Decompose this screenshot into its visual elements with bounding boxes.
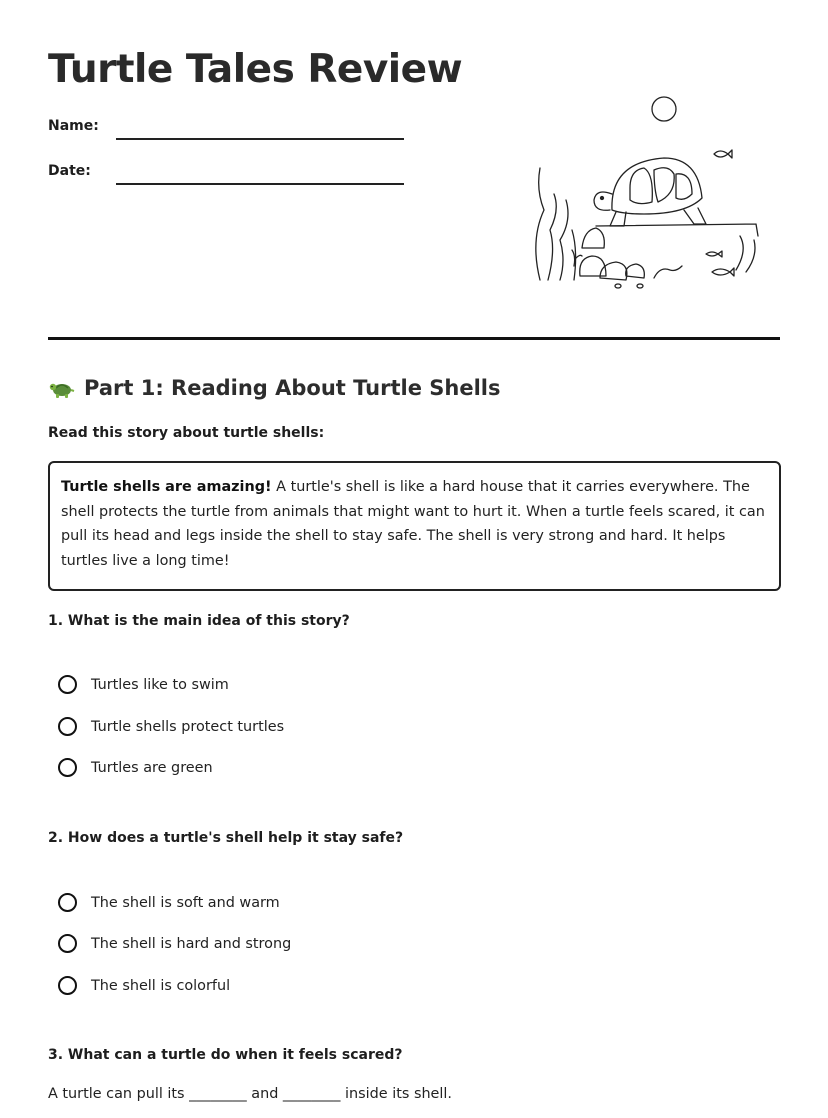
- option-label: The shell is hard and strong: [91, 935, 292, 952]
- part1-heading: [48, 374, 500, 402]
- turtle-legs-shape: [610, 208, 706, 226]
- q2-option-3[interactable]: [58, 976, 230, 995]
- fill-in-sentence[interactable]: A turtle can pull its ________ and ________ inside its shell.: [48, 1086, 452, 1102]
- option-label: The shell is soft and warm: [91, 894, 280, 911]
- radio-button[interactable]: [58, 758, 77, 777]
- fish-shape: [714, 150, 732, 158]
- fish-shape: [712, 268, 734, 276]
- name-label: Name:: [48, 118, 99, 134]
- turtle-eye-shape: [601, 197, 604, 200]
- date-label: Date:: [48, 163, 91, 179]
- seaweed-right-shape: [736, 236, 755, 272]
- option-label: Turtles like to swim: [91, 676, 229, 693]
- radio-button[interactable]: [58, 934, 77, 953]
- turtle-shell-shape: [612, 158, 702, 214]
- fish-shape: [706, 251, 722, 257]
- pebble-shape: [615, 284, 621, 288]
- turtle-icon: [48, 374, 76, 402]
- shell-scutes-shape: [630, 168, 692, 204]
- turtle-underwater-illustration: [526, 90, 766, 295]
- part1-heading-text: Part 1: Reading About Turtle Shells: [84, 376, 501, 400]
- story-box: [48, 461, 781, 591]
- question-3: 3. What can a turtle do when it feels scared?: [48, 1047, 403, 1063]
- bubble-shape: [652, 97, 676, 121]
- radio-button[interactable]: [58, 976, 77, 995]
- radio-button[interactable]: [58, 675, 77, 694]
- radio-button[interactable]: [58, 893, 77, 912]
- pebble-shape: [637, 284, 643, 288]
- worksheet-title: Turtle Tales Review: [48, 47, 463, 92]
- q1-option-3[interactable]: [58, 758, 213, 777]
- section-divider: [48, 337, 780, 340]
- q2-option-2[interactable]: [58, 934, 291, 953]
- name-field[interactable]: [116, 138, 404, 140]
- question-2: 2. How does a turtle's shell help it stay safe?: [48, 830, 404, 846]
- option-label: Turtle shells protect turtles: [91, 718, 285, 735]
- small-rock-shape: [582, 228, 604, 248]
- rocks-shape: [580, 256, 645, 280]
- q2-option-1[interactable]: [58, 893, 280, 912]
- seaweed-shape: [536, 168, 576, 280]
- turtle-head-shape: [594, 192, 612, 210]
- story-lead: Turtle shells are amazing!: [61, 479, 272, 495]
- worm-shape: [654, 266, 682, 278]
- q1-option-2[interactable]: [58, 717, 284, 736]
- q1-option-1[interactable]: [58, 675, 229, 694]
- story-body: A turtle's shell is like a hard house that it carries everywhere. The shell protects the turtle from animals that might want to hurt it. When a turtle feels scared, it can pull its head and legs inside the shell to stay safe. The shell is very strong and hard. It helps turtles live a long time!: [61, 479, 765, 569]
- option-label: Turtles are green: [91, 759, 213, 776]
- option-label: The shell is colorful: [91, 977, 231, 994]
- date-field[interactable]: [116, 183, 404, 185]
- reading-instruction: Read this story about turtle shells:: [48, 425, 325, 441]
- question-1: 1. What is the main idea of this story?: [48, 613, 350, 629]
- radio-button[interactable]: [58, 717, 77, 736]
